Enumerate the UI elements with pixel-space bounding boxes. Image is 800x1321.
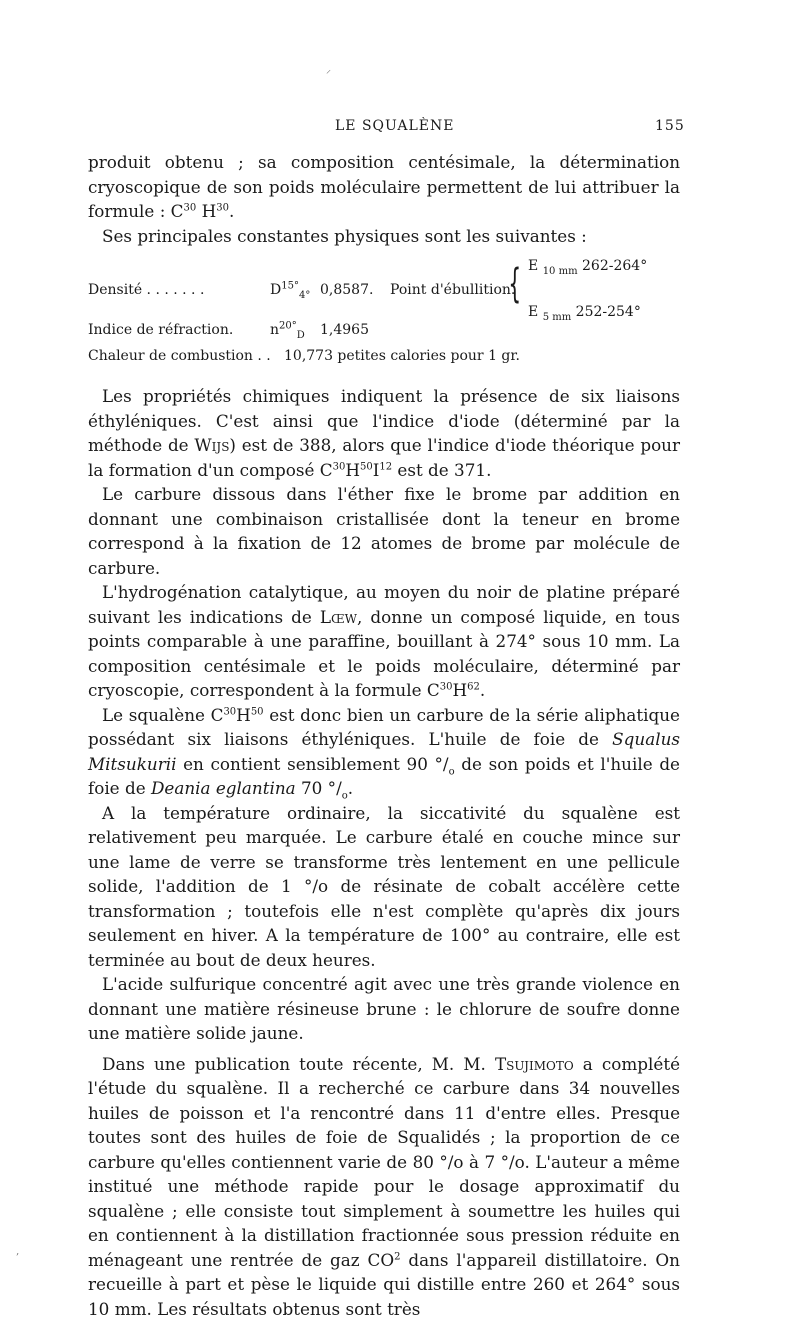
boiling-value-5mm: E $_{5 mm}$ 252-254° xyxy=(528,302,641,322)
paragraph-squalene-summary: Le squalène $C^{30}H^{50}$ est donc bien un carbure de la série aliphatique possédant six liaisons éthyléniques. L'huile de foie de Squalus Mitsukurii en contient sensiblement 90 $^\circ/_o$ de son poids et l'huile de foie de Deania eglantina 70 $^\circ/_o$. xyxy=(88,703,680,801)
page-number: 155 xyxy=(655,118,685,134)
species-squalus: Squalus Mitsukurii xyxy=(88,729,680,774)
paragraph-constants-intro: Ses principales constantes physiques sont les suivantes : xyxy=(88,224,680,249)
boiling-value-10mm: E $_{10 mm}$ 262-264° xyxy=(528,256,647,276)
boiling-label: Point d'ébullition. xyxy=(390,280,515,300)
scan-speck: ⸍ xyxy=(326,66,331,80)
paragraph-hydrogenation: L'hydrogénation catalytique, au moyen du noir de platine préparé suivant les indications de Lœw, donne un composé liquide, en tous points comparable à une paraffine, bouillant à 274° sous 10 mm. La composition centésimale et le poids moléculaire, déterminé par cryoscopie, correspondent à la formule $C^{30}H^{62}$. xyxy=(88,580,680,703)
refraction-symbol: $n^{20^\circ}_D$ xyxy=(270,320,305,340)
paragraph-siccativity: A la température ordinaire, la siccativité du squalène est relativement peu marquée. Le carbure étalé en couche mince sur une lame de verre se transforme très lentement en une pellicule solide, l'addition de 1 °/o de résinate de cobalt accélère cette transformation ; toutefois elle n'est complète qu'après dix jours seulement en hiver. A la température de 100° au contraire, elle est terminée au bout de deux heures. xyxy=(88,801,680,973)
density-symbol: $D^{15^\circ}_{4^\circ}$ xyxy=(270,280,310,300)
paragraph-tsujimoto: Dans une publication toute récente, M. M. Tsujimoto a complété l'étude du squalène. Il a recherché ce carbure dans 34 nouvelles huiles de poisson et l'a rencontré dans 11 d'entre elles. Presque toutes sont des huiles de foie de Squalidés ; la proportion de ce carbure qu'elles contiennent varie de 80 °/o à 7 °/o. L'auteur a même institué une méthode rapide pour le dosage approximatif du squalène ; elle consiste tout simplement à soumettre les huiles qui en contiennent à la distillation fractionnée sous pression réduite en ménageant une rentrée de gaz $CO^2$ dans l'appareil distillatoire. On recueille à part et pèse le liquide qui distille entre 260 et 264° sous 10 mm. Les résultats obtenus sont très xyxy=(88,1052,680,1321)
author-loew: Lœw xyxy=(320,607,357,627)
physical-constants-table xyxy=(88,252,680,374)
density-value: 0,8587. xyxy=(320,280,373,300)
running-title: LE SQUALÈNE xyxy=(335,118,455,134)
paragraph-sulfuric-acid: L'acide sulfurique concentré agit avec une très grande violence en donnant une matière résineuse brune : le chlorure de soufre donne une matière solide jaune. xyxy=(88,972,680,1046)
refraction-value: 1,4965 xyxy=(320,320,369,340)
paragraph-bromine: Le carbure dissous dans l'éther fixe le brome par addition en donnant une combinaison cristallisée dont la teneur en brome correspond à la fixation de 12 atomes de brome par molécule de carbure. xyxy=(88,482,680,580)
species-deania: Deania eglantina xyxy=(151,778,296,798)
author-tsujimoto: Tsujimoto xyxy=(495,1054,574,1074)
scan-speck: ‚ xyxy=(16,1246,19,1257)
paragraph-formula: produit obtenu ; sa composition centésimale, la détermination cryoscopique de son poids moléculaire permettent de lui attribuer la formule : $C^{30}$ $H^{30}$. xyxy=(88,150,680,224)
page-header xyxy=(0,118,800,138)
paragraph-chemical-properties: Les propriétés chimiques indiquent la présence de six liaisons éthyléniques. C'est ainsi que l'indice d'iode (déterminé par la méthode de Wijs) est de 388, alors que l'indice d'iode théorique pour la formation d'un composé $C^{30}H^{50}I^{12}$ est de 371. xyxy=(88,384,680,482)
brace: { xyxy=(508,262,521,306)
density-label: Densité . . . . . . . xyxy=(88,280,204,300)
refraction-label: Indice de réfraction. xyxy=(88,320,233,340)
body-text xyxy=(88,150,680,1321)
combustion-value: 10,773 petites calories pour 1 gr. xyxy=(284,346,520,366)
author-wijs: Wijs xyxy=(194,435,229,455)
combustion-label: Chaleur de combustion . . xyxy=(88,346,271,366)
